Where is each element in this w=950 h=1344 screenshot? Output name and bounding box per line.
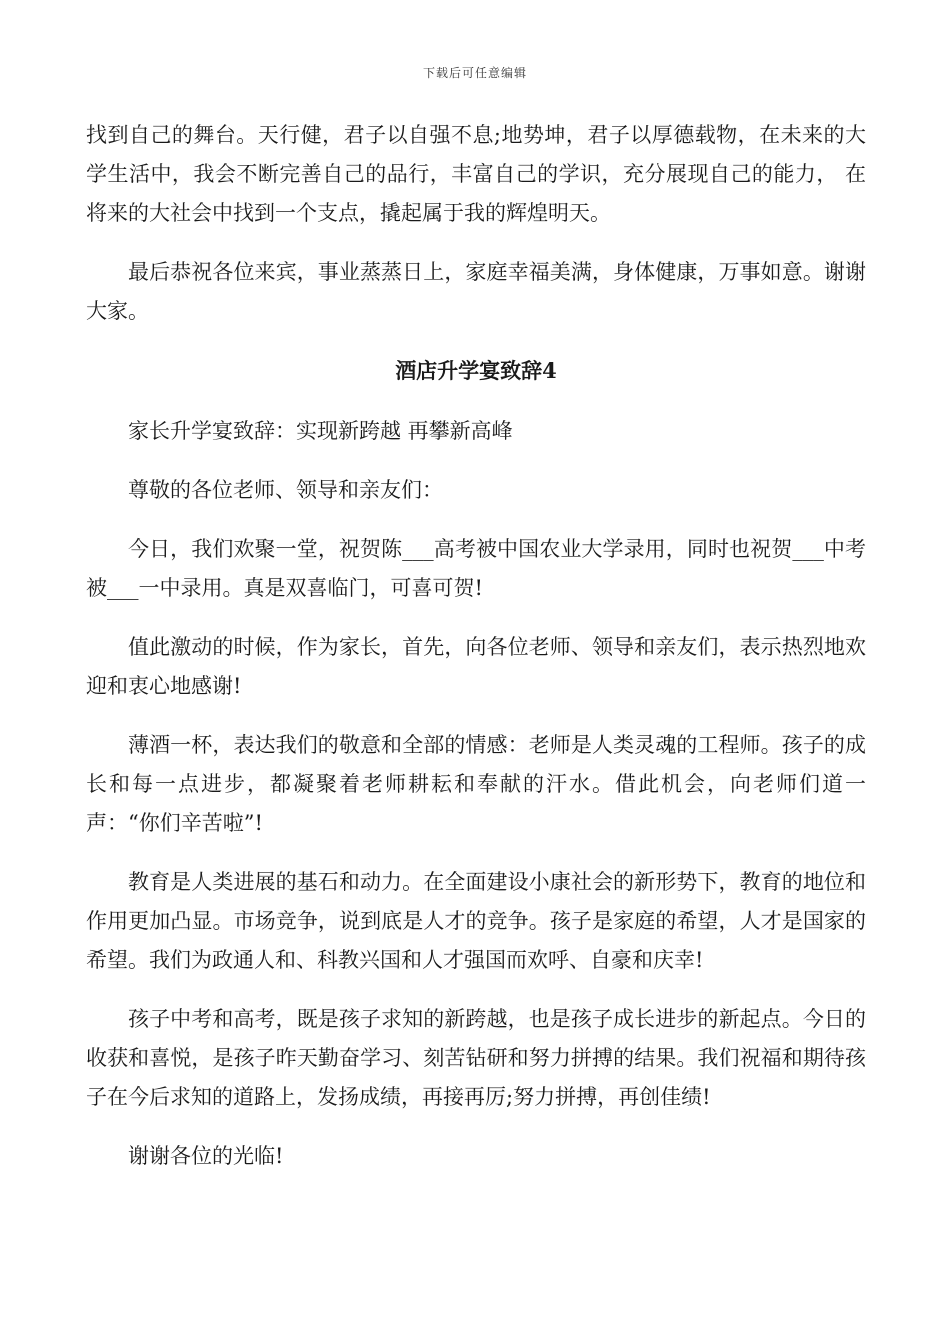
speech-paragraph: 孩子中考和高考，既是孩子求知的新跨越，也是孩子成长进步的新起点。今日的收获和喜悦，是孩子昨天勤奋学习、刻苦钻研和努力拼搏的结果。我们祝福和期待孩子在今后求知的道路上，发扬成绩，再接再厉;努力拼搏，再创佳绩! — [86, 1007, 866, 1109]
speech-paragraph: 薄酒一杯，表达我们的敬意和全部的情感：老师是人类灵魂的工程师。孩子的成长和每一点进步，都凝聚着老师耕耘和奉献的汗水。借此机会，向老师们道一声：“你们辛苦啦”! — [86, 733, 866, 835]
paragraph-continued: 找到自己的舞台。天行健，君子以自强不息;地势坤，君子以厚德载物，在未来的大学生活中，我会不断完善自己的品行，丰富自己的学识，充分展现自己的能力， 在将来的大社会中找到一个支点，撬起属于我的辉煌明天。 — [86, 123, 866, 225]
document-body — [86, 116, 866, 1196]
speech-subtitle: 家长升学宴致辞：实现新跨越 再攀新高峰 — [128, 419, 513, 443]
paragraph-closing-wishes: 最后恭祝各位来宾，事业蒸蒸日上，家庭幸福美满，身体健康，万事如意。谢谢大家。 — [86, 260, 866, 323]
speech-paragraph: 值此激动的时候，作为家长，首先，向各位老师、领导和亲友们，表示热烈地欢迎和衷心地感谢! — [86, 635, 866, 698]
speech-closing: 谢谢各位的光临! — [128, 1144, 284, 1168]
speech-salutation: 尊敬的各位老师、领导和亲友们： — [128, 478, 443, 502]
speech-paragraph: 今日，我们欢聚一堂，祝贺陈___高考被中国农业大学录用，同时也祝贺___中考被___一中录用。真是双喜临门，可喜可贺! — [86, 537, 866, 600]
section-title: 酒店升学宴致辞4 — [395, 358, 557, 383]
speech-paragraph: 教育是人类进展的基石和动力。在全面建设小康社会的新形势下，教育的地位和作用更加凸显。市场竞争，说到底是人才的竞争。孩子是家庭的希望，人才是国家的希望。我们为政通人和、科教兴国和人才强国而欢呼、自豪和庆幸! — [86, 870, 866, 972]
page-header-note: 下载后可任意编辑 — [422, 66, 527, 80]
